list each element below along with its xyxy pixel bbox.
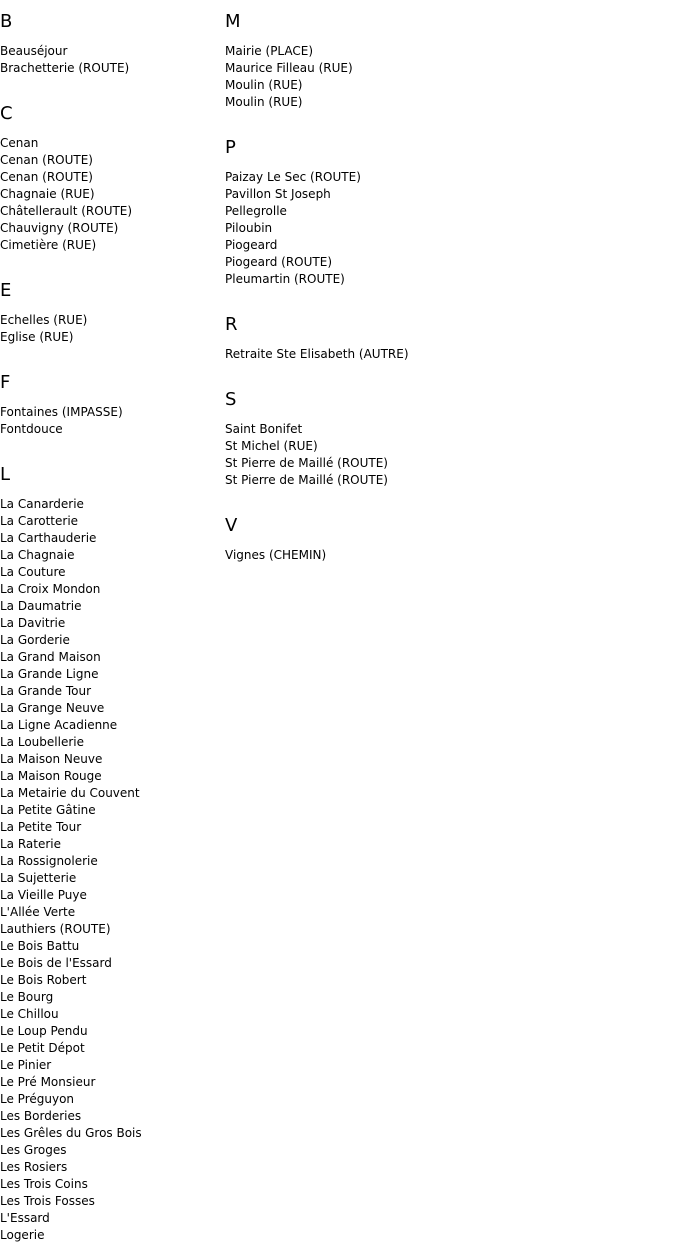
street-list-item[interactable]: Echelles (RUE) xyxy=(0,313,88,327)
street-list-item[interactable]: La Canarderie xyxy=(0,497,84,511)
street-list-item[interactable]: Le Bois Robert xyxy=(0,973,87,987)
section-letter-heading: P xyxy=(225,137,236,158)
street-list-item[interactable]: Retraite Ste Elisabeth (AUTRE) xyxy=(225,347,409,361)
street-list-item[interactable]: Cenan (ROUTE) xyxy=(0,170,93,184)
street-list-item[interactable]: La Carotterie xyxy=(0,514,79,528)
street-list-item[interactable]: Le Pinier xyxy=(0,1058,52,1072)
street-list-item[interactable]: La Maison Neuve xyxy=(0,752,103,766)
street-list-item[interactable]: La Grande Ligne xyxy=(0,667,99,681)
street-list-item[interactable]: Lauthiers (ROUTE) xyxy=(0,922,111,936)
section-letter-heading: R xyxy=(225,314,238,335)
street-list-item[interactable]: Piogeard xyxy=(225,238,278,252)
street-list-item[interactable]: Vignes (CHEMIN) xyxy=(225,548,327,562)
street-list-item[interactable]: La Rossignolerie xyxy=(0,854,98,868)
letter-section-v xyxy=(225,516,665,564)
street-list-item[interactable]: La Grande Tour xyxy=(0,684,92,698)
street-list-item[interactable]: Chagnaie (RUE) xyxy=(0,187,95,201)
street-list-item[interactable]: La Grand Maison xyxy=(0,650,101,664)
street-list-item[interactable]: Le Petit Dépot xyxy=(0,1041,85,1055)
section-letter-heading: C xyxy=(0,103,13,124)
street-list-item[interactable]: Brachetterie (ROUTE) xyxy=(0,61,130,75)
street-list-item[interactable]: La Davitrie xyxy=(0,616,66,630)
section-letter-heading: V xyxy=(225,515,238,536)
street-list-item[interactable]: Les Grêles du Gros Bois xyxy=(0,1126,142,1140)
street-list-item[interactable]: Le Préguyon xyxy=(0,1092,75,1106)
street-list-item[interactable]: Le Bois de l'Essard xyxy=(0,956,112,970)
street-list-item[interactable]: Les Trois Coins xyxy=(0,1177,88,1191)
street-list xyxy=(0,404,220,438)
street-list-item[interactable]: Le Loup Pendu xyxy=(0,1024,88,1038)
street-list-item[interactable]: Le Bois Battu xyxy=(0,939,80,953)
street-list-item[interactable]: Le Pré Monsieur xyxy=(0,1075,96,1089)
street-list-item[interactable]: Fontaines (IMPASSE) xyxy=(0,405,123,419)
street-list-item[interactable]: Moulin (RUE) xyxy=(225,78,303,92)
street-list-item[interactable]: Les Trois Fosses xyxy=(0,1194,95,1208)
street-list xyxy=(0,496,220,1244)
street-list xyxy=(225,43,665,111)
street-list-item[interactable]: Paizay Le Sec (ROUTE) xyxy=(225,170,361,184)
letter-section-f xyxy=(0,373,220,438)
letter-section-b xyxy=(0,12,220,77)
letter-section-m xyxy=(225,12,665,111)
street-list-item[interactable]: La Daumatrie xyxy=(0,599,82,613)
street-list-item[interactable]: La Chagnaie xyxy=(0,548,75,562)
street-list-item[interactable]: St Pierre de Maillé (ROUTE) xyxy=(225,456,388,470)
street-list-item[interactable]: Mairie (PLACE) xyxy=(225,44,314,58)
street-list-item[interactable]: La Couture xyxy=(0,565,66,579)
street-list-item[interactable]: Piogeard (ROUTE) xyxy=(225,255,332,269)
street-list-item[interactable]: Fontdouce xyxy=(0,422,63,436)
street-list-item[interactable]: L'Essard xyxy=(0,1211,50,1225)
street-list xyxy=(225,346,665,363)
street-list-item[interactable]: La Loubellerie xyxy=(0,735,84,749)
street-list-item[interactable]: Les Borderies xyxy=(0,1109,82,1123)
street-list-item[interactable]: Le Chillou xyxy=(0,1007,59,1021)
letter-section-e xyxy=(0,281,220,346)
street-list-item[interactable]: Logerie xyxy=(0,1228,45,1242)
street-list-item[interactable]: St Michel (RUE) xyxy=(225,439,318,453)
letter-section-c xyxy=(0,104,220,254)
street-list-item[interactable]: Pavillon St Joseph xyxy=(225,187,331,201)
letter-section-s xyxy=(225,390,665,489)
section-letter-heading: E xyxy=(0,280,12,301)
street-list-item[interactable]: Les Groges xyxy=(0,1143,67,1157)
street-list-item[interactable]: Le Bourg xyxy=(0,990,54,1004)
street-list-item[interactable]: La Raterie xyxy=(0,837,62,851)
street-list-item[interactable]: Saint Bonifet xyxy=(225,422,303,436)
street-list-item[interactable]: La Grange Neuve xyxy=(0,701,105,715)
street-index-column-right xyxy=(225,0,665,564)
street-list xyxy=(0,312,220,346)
street-list-item[interactable]: St Pierre de Maillé (ROUTE) xyxy=(225,473,388,487)
street-list-item[interactable]: La Sujetterie xyxy=(0,871,77,885)
street-list-item[interactable]: Chauvigny (ROUTE) xyxy=(0,221,119,235)
street-list-item[interactable]: Piloubin xyxy=(225,221,273,235)
street-index-column-left xyxy=(0,0,220,1244)
street-list-item[interactable]: Eglise (RUE) xyxy=(0,330,74,344)
section-letter-heading: S xyxy=(225,389,237,410)
street-list xyxy=(225,547,665,564)
street-list xyxy=(225,421,665,489)
section-letter-heading: M xyxy=(225,11,241,32)
street-list-item[interactable]: Les Rosiers xyxy=(0,1160,68,1174)
street-list-item[interactable]: Cimetière (RUE) xyxy=(0,238,97,252)
street-list xyxy=(0,43,220,77)
letter-section-l xyxy=(0,465,220,1244)
street-list-item[interactable]: Châtellerault (ROUTE) xyxy=(0,204,133,218)
letter-section-p xyxy=(225,138,665,288)
street-list-item[interactable]: La Maison Rouge xyxy=(0,769,102,783)
street-list-item[interactable]: La Metairie du Couvent xyxy=(0,786,140,800)
street-list-item[interactable]: Cenan (ROUTE) xyxy=(0,153,93,167)
street-list xyxy=(0,135,220,254)
street-list-item[interactable]: Cenan xyxy=(0,136,39,150)
street-list-item[interactable]: La Petite Gâtine xyxy=(0,803,96,817)
street-list-item[interactable]: Beauséjour xyxy=(0,44,68,58)
street-list-item[interactable]: Pleumartin (ROUTE) xyxy=(225,272,345,286)
section-letter-heading: L xyxy=(0,464,11,485)
street-list-item[interactable]: La Gorderie xyxy=(0,633,70,647)
street-list-item[interactable]: Pellegrolle xyxy=(225,204,287,218)
street-list-item[interactable]: La Petite Tour xyxy=(0,820,82,834)
street-list-item[interactable]: La Croix Mondon xyxy=(0,582,101,596)
street-list-item[interactable]: La Ligne Acadienne xyxy=(0,718,118,732)
letter-section-r xyxy=(225,315,665,363)
section-letter-heading: F xyxy=(0,372,11,393)
street-list-item[interactable]: La Carthauderie xyxy=(0,531,97,545)
section-letter-heading: B xyxy=(0,11,13,32)
street-list-item[interactable]: L'Allée Verte xyxy=(0,905,76,919)
street-list-item[interactable]: Maurice Filleau (RUE) xyxy=(225,61,353,75)
street-list-item[interactable]: La Vieille Puye xyxy=(0,888,87,902)
street-list-item[interactable]: Moulin (RUE) xyxy=(225,95,303,109)
street-list xyxy=(225,169,665,288)
